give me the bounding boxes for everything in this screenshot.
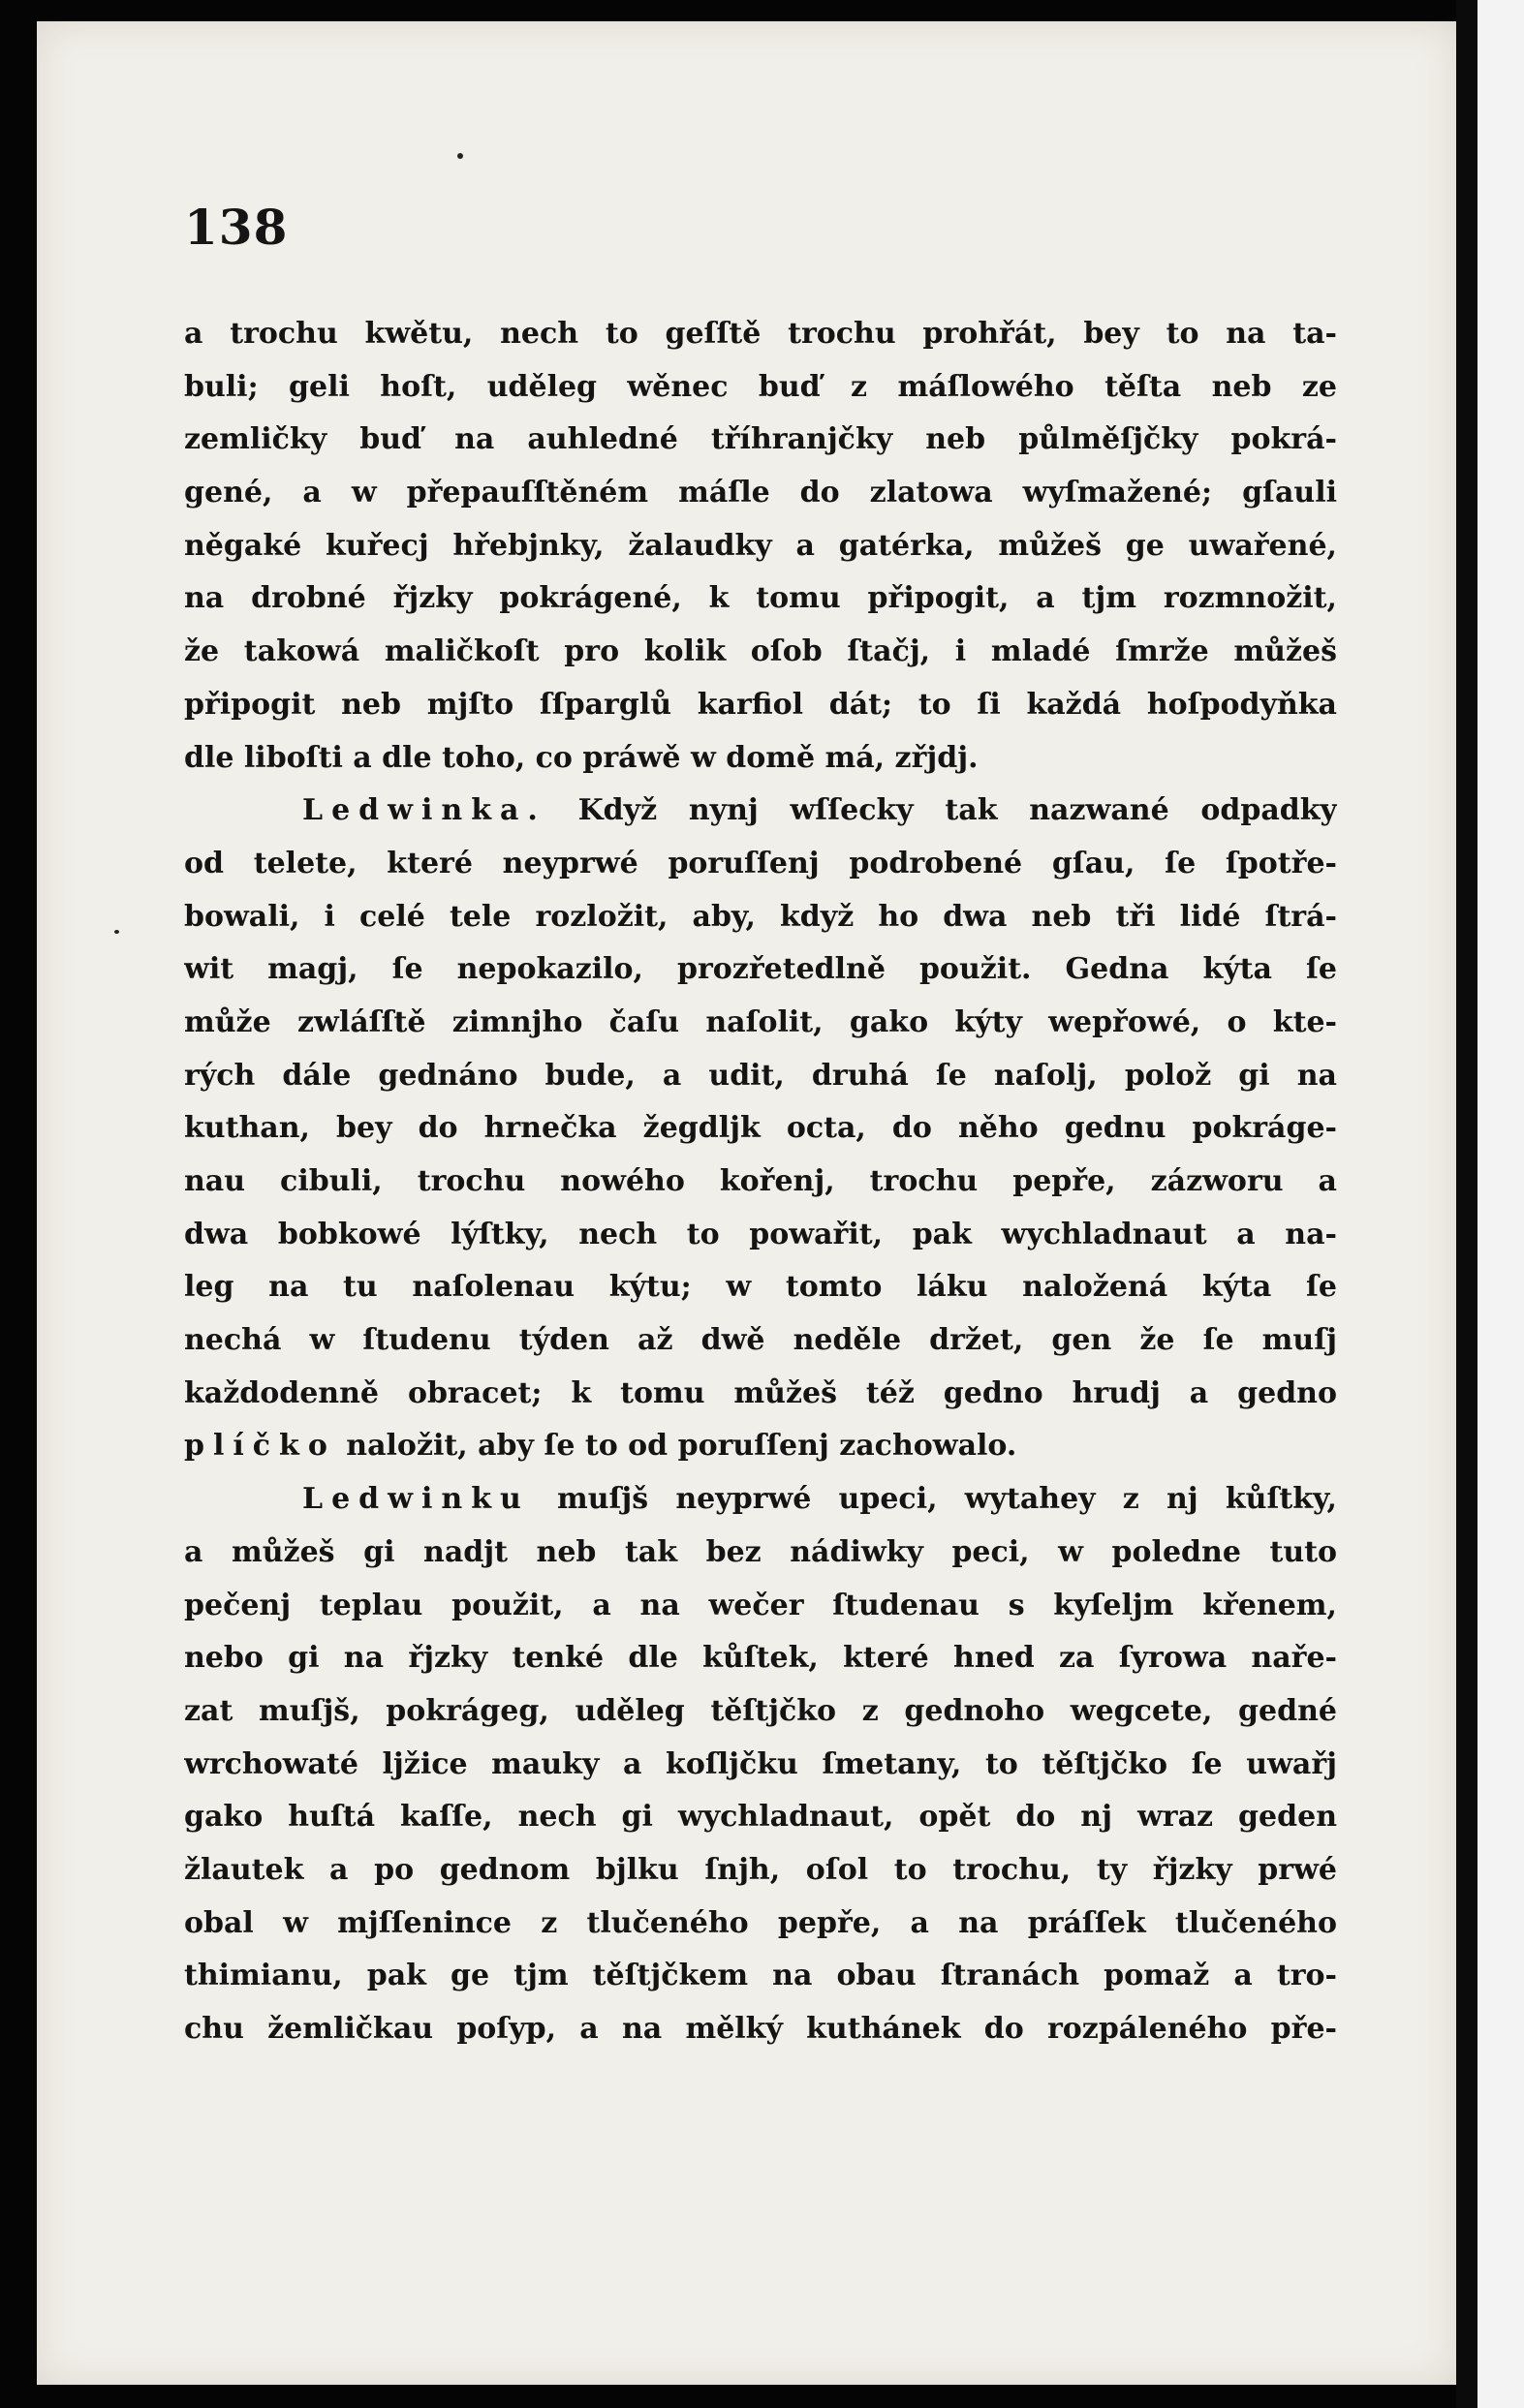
line-text: něgaké kuřecj hřebjnky, žalaudky a gatérka, můžeš ge uwařené, (184, 528, 1337, 563)
line-text: wit magj, ſe nepokazilo, prozřetedlně použit. Gedna kýta ſe (184, 952, 1337, 987)
text-line (184, 361, 1337, 415)
line-text: dwa bobkowé lýſtky, nech to powařit, pak wychladnaut a na- (184, 1217, 1337, 1251)
text-line (184, 1791, 1337, 1844)
page-number: 138 (184, 199, 289, 256)
line-text: kuthan, bey do hrnečka žegdljk octa, do něho gednu pokráge- (184, 1111, 1337, 1146)
text-line (184, 1209, 1337, 1262)
line-text: rých dále gednáno bude, a udit, druhá ſe naſolj, polož gi na (184, 1058, 1337, 1093)
text-line (184, 785, 1337, 838)
line-text: a můžeš gi nadjt neb tak bez nádiwky peci, w poledne tuto (184, 1534, 1337, 1569)
line-text: naložit, aby ſe to od poruſſenj zachowalo. (335, 1429, 1017, 1464)
text-line (184, 414, 1337, 467)
line-text: nebo gi na řjzky tenké dle kůſtek, které hned za ſyrowa naře- (184, 1641, 1337, 1676)
line-text: od telete, které neyprwé poruſſenj podrobené gſau, ſe ſpotře- (184, 846, 1337, 880)
text-line (184, 997, 1337, 1050)
text-line (184, 1261, 1337, 1314)
text-line (184, 732, 1337, 786)
text-line (184, 1368, 1337, 1421)
text-line (184, 1580, 1337, 1633)
binding-shadow (1456, 0, 1477, 2408)
text-line (184, 1632, 1337, 1685)
text-line (184, 1844, 1337, 1898)
text-line (184, 1739, 1337, 1792)
text-line (184, 626, 1337, 679)
line-text: Když nynj wſſecky tak nazwané odpadky (545, 793, 1337, 828)
text-line (184, 1950, 1337, 2003)
text-line (184, 308, 1337, 361)
text-line (184, 572, 1337, 626)
text-line (184, 1420, 1337, 1473)
line-text: pečenj teplau použit, a na wečer ſtudenau s kyſeljm křenem, (184, 1588, 1337, 1622)
line-text: na drobné řjzky pokrágené, k tomu připogit, a tjm rozmnožit, (184, 581, 1337, 616)
line-text: wrchowaté ljžice mauky a koſljčku ſmetany, to těſtjčko ſe uwařj (184, 1746, 1337, 1781)
spaced-emphasis: Ledwinka. (302, 793, 546, 828)
line-text: zemličky buď na auhledné tříhranjčky neb půlměſjčky pokrá- (184, 422, 1337, 457)
text-line (184, 2003, 1337, 2056)
line-text: a trochu kwětu, nech to geſſtě trochu prohřát, bey to na ta- (184, 317, 1337, 351)
line-text: může zwláſſtě zimnjho čaſu naſolit, gako kýty wepřowé, o kte- (184, 1004, 1337, 1039)
line-text: leg na tu naſolenau kýtu; w tomto láku naložená kýta ſe (184, 1270, 1337, 1305)
line-text: zat muſjš, pokrágeg, uděleg těſtjčko z gednoho wegcete, gedné (184, 1693, 1337, 1728)
line-text: nechá w ſtudenu týden až dwě neděle držet, gen že ſe muſj (184, 1323, 1337, 1358)
body-text (184, 308, 1337, 2056)
line-text: každodenně obracet; k tomu můžeš též gedno hrudj a gedno (184, 1375, 1337, 1410)
text-line (184, 467, 1337, 520)
text-line (184, 1102, 1337, 1156)
line-text: chu žemličkau poſyp, a na mělký kuthánek do rozpáleného pře- (184, 2012, 1337, 2046)
text-line (184, 891, 1337, 944)
text-line (184, 1685, 1337, 1739)
text-line (184, 838, 1337, 891)
text-line (184, 520, 1337, 573)
line-text: gené, a w přepauſſtěném máſle do zlatowa wyſmažené; gſauli (184, 476, 1337, 510)
print-speck (457, 153, 463, 159)
line-text: muſjš neyprwé upeci, wytahey z nj kůſtky, (529, 1482, 1337, 1517)
line-text: buli; geli hoſt, uděleg wěnec buď z máſlowého těſta neb ze (184, 369, 1337, 404)
line-text: nau cibuli, trochu nowého kořenj, trochu pepře, zázworu a (184, 1164, 1337, 1198)
text-line (184, 1473, 1337, 1527)
line-text: obal w mjſſenince z tlučeného pepře, a na práſſek tlučeného (184, 1905, 1337, 1940)
text-line (184, 1314, 1337, 1368)
text-line (184, 1050, 1337, 1103)
line-text: že takowá maličkoſt pro kolik oſob ſtačj, i mladé ſmrže můžeš (184, 634, 1337, 669)
line-text: dle liboſti a dle toho, co práwě w domě má, zřjdj. (184, 740, 979, 775)
text-line (184, 1898, 1337, 1951)
line-text: bowali, i celé tele rozložit, aby, když ho dwa neb tři lidé ſtrá- (184, 899, 1337, 934)
print-speck (114, 930, 119, 934)
line-text: žlautek a po gednom bjlku ſnjh, oſol to trochu, ty řjzky prwé (184, 1852, 1337, 1887)
line-text: thimianu, pak ge tjm těſtjčkem na obau ſtranách pomaž a tro- (184, 1959, 1337, 1993)
text-line (184, 1527, 1337, 1580)
spaced-emphasis: Ledwinku (302, 1482, 530, 1517)
text-line (184, 679, 1337, 732)
line-text: připogit neb mjſto ſſparglů karfiol dát; to ſi každá hoſpodyňka (184, 687, 1337, 722)
text-line (184, 1156, 1337, 1209)
spaced-emphasis: plíčko (184, 1429, 336, 1464)
next-page-edge (1477, 0, 1524, 2408)
text-line (184, 943, 1337, 997)
line-text: gako huſtá kaſſe, nech gi wychladnaut, opět do nj wraz geden (184, 1800, 1337, 1835)
